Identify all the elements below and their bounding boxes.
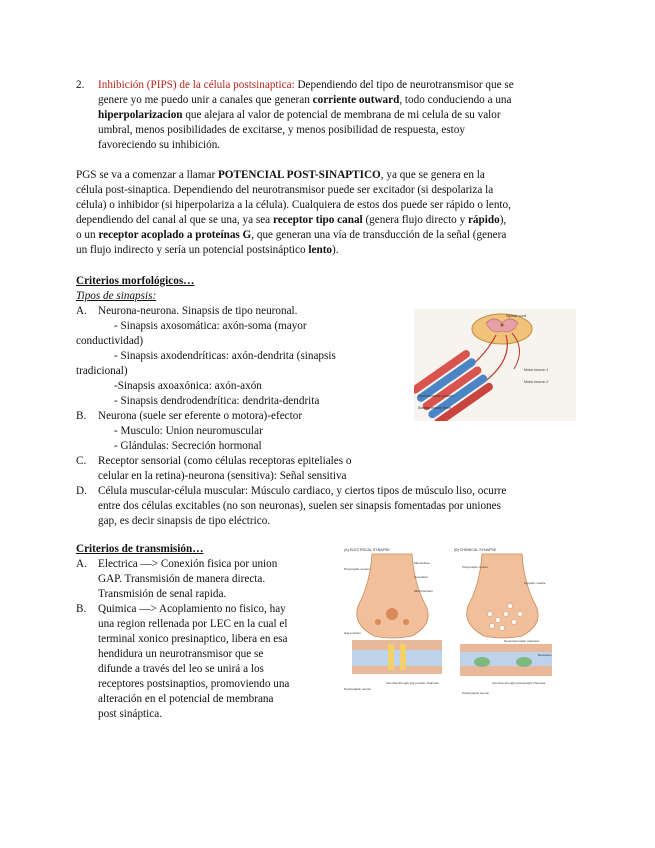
svg-text:Microtubule: Microtubule xyxy=(414,561,430,565)
spinal-cord-illustration xyxy=(414,309,576,421)
svg-text:Presynaptic neuron: Presynaptic neuron xyxy=(344,567,370,571)
label-motor-neuron-2: Motor neuron 2 xyxy=(524,380,549,384)
svg-text:Mitochondrion: Mitochondrion xyxy=(414,589,433,593)
section-heading: Criterios morfológicos… xyxy=(76,275,195,287)
svg-text:Ions flow through gap junction: Ions flow through gap junction channels xyxy=(386,681,439,685)
label-electrical-synapse: (A) ELECTRICAL SYNAPSE xyxy=(344,548,390,552)
item-number: 2. xyxy=(76,79,85,91)
label-chemical-synapse: (B) CHEMICAL SYNAPSE xyxy=(454,548,497,552)
item-title: Inhibición (PIPS) de la célula postsinaptica: xyxy=(98,79,295,91)
bold-term: corriente outward xyxy=(312,94,400,106)
label-spinal-cord: Spinal cord xyxy=(506,313,527,318)
morphological-criteria-section: Criterios morfológicos… Tipos de sinapsis: A. Neurona-neurona. Sinapsis de tipo neuronal. - Sinapsis axosomática: axón-soma (mayor conductividad) - Sinapsis axodendríticas: axón-dendrita (sinapsis tradicional) -Sinapsis axoaxónica: axón-axón - Sinapsis dendrodendrítica: dendrita-dendrita B. Neurona (suele ser eferente o motora)-efector - Musculo: Union neuromuscular - Glándulas: Secreción hormonal C. Receptor sensorial (como células receptoras epiteliales o celular en la retina)-neurona (sensitiva): Señal sensitiva D. Célula muscular-célula muscular: Músculo cardiaco, y ciertos tipos de músculo liso, ocurre entre dos células excitables (no son neuronas), suelen ser sinapsis fomentadas por uniones gap, es decir sinapsis de tipo eléctrico. xyxy=(76,275,507,527)
pgs-paragraph: PGS se va a comenzar a llamar POTENCIAL POST-SINAPTICO, ya que se genera en la célula post-sinaptica. Dependiendo del neurotransmisor puede ser excitador (si despolariza la célula) o inhibidor (si hiperpolariza a la célula). Cualquiera de estos dos puede ser rápido o lento, dependiendo del canal al que se una, ya sea receptor tipo canal (genera flujo directo y rápido), o un receptor acoplado a proteínas G, que generan una vía de transducción de la señal (genera un flujo indirecto y sería un potencial postsináptico lento). xyxy=(76,169,511,256)
svg-text:Presynaptic neuron: Presynaptic neuron xyxy=(462,565,488,569)
spinal-cord-motor-neuron-figure xyxy=(414,309,576,421)
label-skeletal-muscle: Skeletal muscle fibers xyxy=(418,406,451,410)
section-heading: Criterios de transmisión… xyxy=(76,543,204,555)
section-subheading: Tipos de sinapsis: xyxy=(76,290,157,302)
label-neuromuscular-junction: Neuromuscular junction xyxy=(418,394,454,398)
svg-text:Postsynaptic neuron: Postsynaptic neuron xyxy=(344,687,372,691)
svg-text:Receptors: Receptors xyxy=(538,653,552,657)
synapse-illustration xyxy=(342,544,557,700)
item-2-paragraph: 2. Inhibición (PIPS) de la célula postsinaptica: Dependiendo del tipo de neurotransmisor que se genere yo me puedo unir a canales que generan corriente outward, todo conduciendo a una hiperpolarizacion que alejara al valor de potencial de membrana de mi celula de su valor umbral, menos posibilidades de excitarse, y menos posibilidad de respuesta, estoy favoreciendo su inhibición. xyxy=(76,79,514,151)
svg-text:Neurotransmitter released: Neurotransmitter released xyxy=(504,639,539,643)
svg-text:Synaptic vesicle: Synaptic vesicle xyxy=(524,581,546,585)
svg-text:Gap junction: Gap junction xyxy=(344,631,361,635)
transmission-criteria-section: Criterios de transmisión… A. Electrica —> Conexión fisica por union GAP. Transmisión de manera directa. Transmisión de senal rapida. B. Quimica —> Acoplamiento no fisico, hay una region rellenada por LEC en la cual el terminal xonico presinaptico, libera en esa hendidura un neurotransmisor que se difunde a través del leo se unirá a los receptores postsinaptios, promoviendo una alteración en el potencial de membrana post sináptica. xyxy=(76,543,290,720)
synapse-types-figure xyxy=(342,544,557,700)
bold-term: hiperpolarizacion xyxy=(98,109,183,121)
label-motor-neuron-1: Motor neuron 1 xyxy=(524,368,549,372)
svg-text:Ions flow through postsynaptic: Ions flow through postsynaptic channels xyxy=(492,681,546,685)
svg-text:Postsynaptic neuron: Postsynaptic neuron xyxy=(462,691,490,695)
svg-text:Cytoplasm: Cytoplasm xyxy=(414,575,429,579)
